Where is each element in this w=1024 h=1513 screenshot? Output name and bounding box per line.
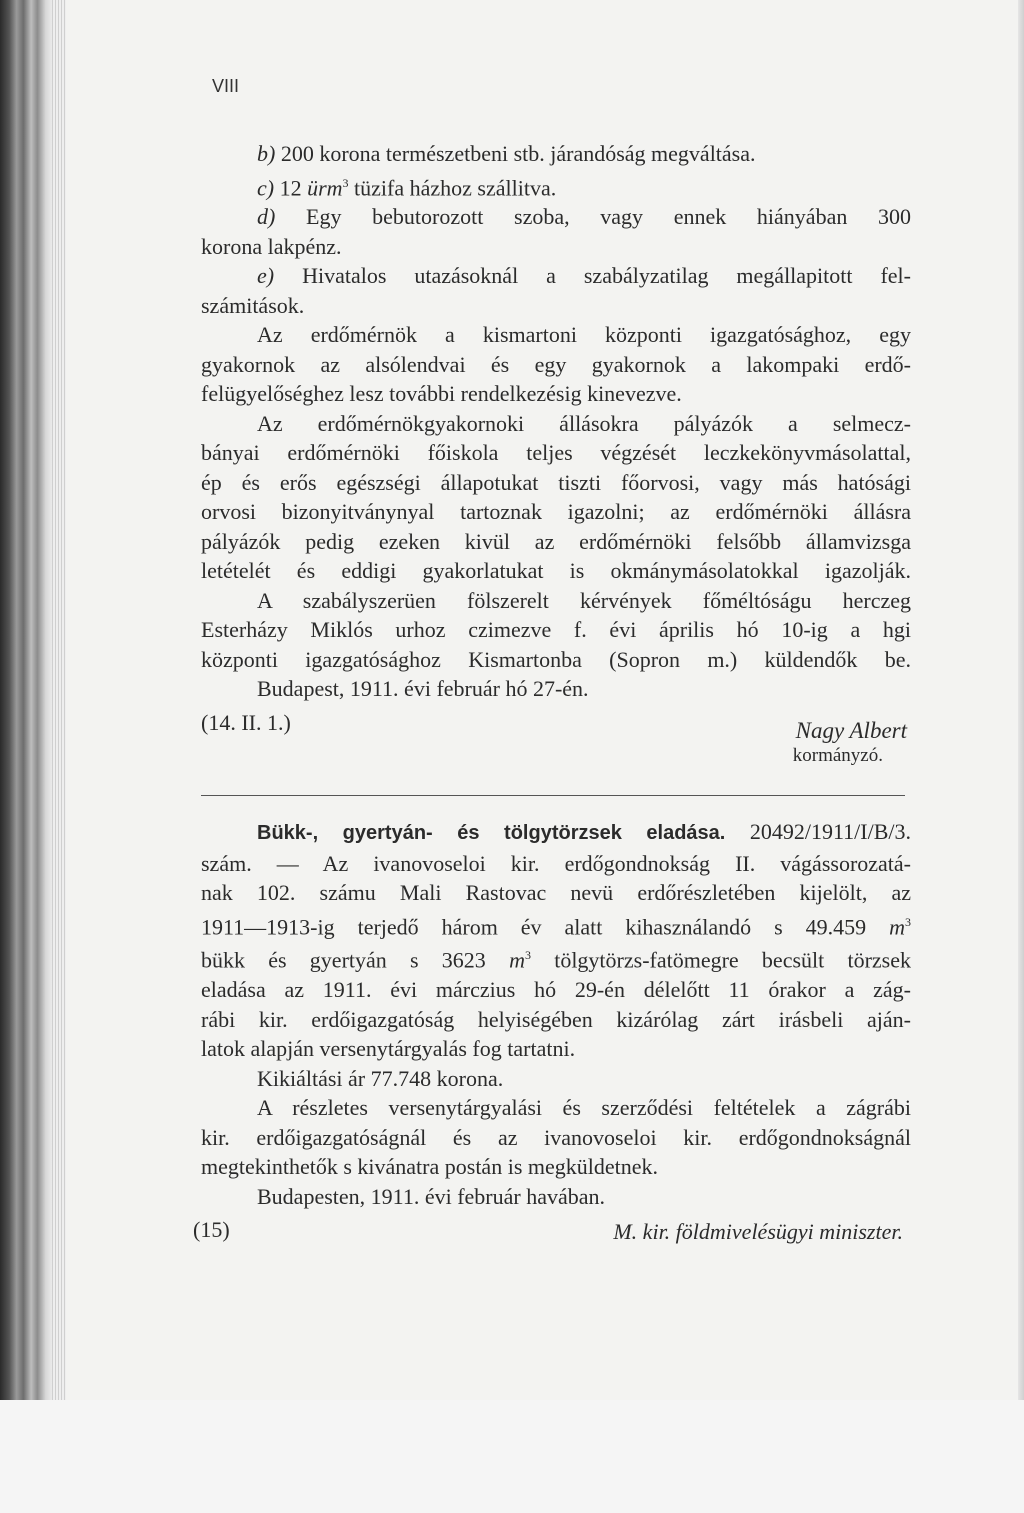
final-reference: (15): [193, 1217, 230, 1243]
final-signer: M. kir. földmivelésügyi miniszter.: [613, 1219, 903, 1245]
price-line: Kikiáltási ár 77.748 korona.: [257, 1065, 504, 1091]
signer-name: Nagy Albert: [795, 717, 907, 743]
page-stack-edge: [52, 0, 66, 1400]
item-c-label: c): [257, 174, 275, 200]
para2-line: bányai erdőmérnöki főiskola teljes végzését leczkekönyvmásolattal,: [201, 440, 911, 466]
item-c-num: 12: [279, 174, 302, 200]
para2-line: Az erdőmérnökgyakornoki állásokra pályázók a selmecz-: [257, 410, 911, 436]
item-e-text1: Hivatalos utazásoknál a szabályzatilag megállapitott fel-: [302, 263, 911, 289]
sale-para-line: megtekinthetők s kivánatra postán is megküldetnek.: [201, 1154, 659, 1180]
sale-line: eladása az 1911. évi márczius hó 29-én délelőtt 11 órakor a zág-: [201, 977, 911, 1003]
para3-line: Esterházy Miklós urhoz czimezve f. évi április hó 10-ig a hgi: [201, 617, 911, 643]
para2-line: orvosi bizonyitványnyal tartoznak igazolni; az erdőmérnöki állásra: [201, 499, 911, 525]
item-b-text: 200 korona természetbeni stb. járandóság megváltása.: [280, 141, 756, 166]
signer-title: kormányzó.: [792, 745, 883, 767]
sale-number: 20492/1911/I/B/3.: [749, 819, 911, 844]
sale-title-line: [201, 817, 911, 849]
para1-line: Az erdőmérnök a kismartoni központi igazgatósághoz, egy: [257, 322, 911, 348]
page-number: VIII: [212, 76, 240, 96]
item-b-label: b): [257, 141, 276, 166]
item-d-line1: [201, 202, 911, 232]
sale-line: rábi kir. erdőigazgatóság helyiségében kizárólag zárt irásbeli aján-: [201, 1006, 911, 1032]
para3-line: központi igazgatósághoz Kismartonba (Sopron m.) küldendők be.: [201, 646, 911, 672]
section-terms: [201, 139, 911, 771]
sale-date-line: Budapesten, 1911. évi február havában.: [257, 1183, 606, 1209]
item-e-line2: számitások.: [201, 292, 305, 318]
book-spine: [0, 0, 52, 1400]
sale-line: [201, 908, 911, 942]
item-d-text1: Egy bebutorozott szoba, vagy ennek hiányában 300: [306, 204, 911, 230]
para2-line: letételét és eddigi gyakorlatukat is okmánymásolatokkal igazolják.: [201, 558, 911, 584]
sale-line: [201, 941, 911, 975]
para2-line: ép és erős egészségi állapotukat tiszti főorvosi, vagy más hatósági: [201, 469, 911, 495]
section-sale: [193, 817, 911, 1245]
date-line: Budapest, 1911. évi február hó 27-én.: [257, 676, 589, 702]
item-d-label: d): [257, 204, 276, 230]
item-e-line1: [201, 261, 911, 291]
reference-number: (14. II. 1.): [201, 709, 291, 735]
page-right-edge: [1018, 0, 1024, 1400]
final-signature-row: [193, 1211, 911, 1245]
sale-line-text: bükk és gyertyán s 3623: [201, 947, 486, 973]
signature-row: [201, 704, 911, 743]
background-below-page: [0, 1400, 1024, 1513]
unit-m: m: [509, 947, 525, 973]
sale-title: Bükk-, gyertyán- és tölgytörzsek eladása.: [257, 822, 726, 844]
sale-line-text: 1911—1913-ig terjedő három év alatt kihasználandó s 49.459: [201, 913, 867, 939]
sale-line: latok alapján versenytárgyalás fog tartatni.: [201, 1036, 576, 1062]
para2-line: pályázók pedig ezeken kivül az erdőmérnöki felsőbb államvizsga: [201, 528, 911, 554]
sale-para-line: A részletes versenytárgyalási és szerződési feltételek a zágrábi: [257, 1095, 911, 1121]
item-c-text: tüzifa házhoz szállitva.: [354, 174, 557, 200]
sale-line: szám. — Az ivanovoseloi kir. erdőgondnokság II. vágássorozatá-: [201, 850, 911, 876]
sale-line-text: tölgytörzs-fatömegre becsült törzsek: [554, 947, 911, 973]
item-c: [201, 169, 911, 203]
item-d-line2: korona lakpénz.: [201, 233, 342, 259]
sale-line: nak 102. számu Mali Rastovac nevü erdőrészletében kijelölt, az: [201, 880, 911, 905]
para1-line: gyakornok az alsólendvai és egy gyakornok a lakompaki erdő-: [201, 351, 911, 377]
para3-line: A szabályszerüen fölszerelt kérvények főméltóságu herczeg: [257, 587, 911, 613]
unit-sup: 3: [524, 948, 531, 963]
sale-para-line: kir. erdőigazgatóságnál és az ivanovoseloi kir. erdőgondnokságnál: [201, 1124, 911, 1150]
unit-sup: 3: [905, 914, 911, 929]
item-e-label: e): [257, 263, 275, 289]
unit-m: m: [889, 913, 906, 939]
item-b: [201, 139, 911, 169]
item-c-unit: ürm: [307, 174, 343, 200]
section-divider: [201, 795, 905, 796]
para1-line: felügyelőséghez lesz további rendelkezésig kinevezve.: [201, 381, 682, 407]
item-c-sup: 3: [342, 175, 349, 190]
